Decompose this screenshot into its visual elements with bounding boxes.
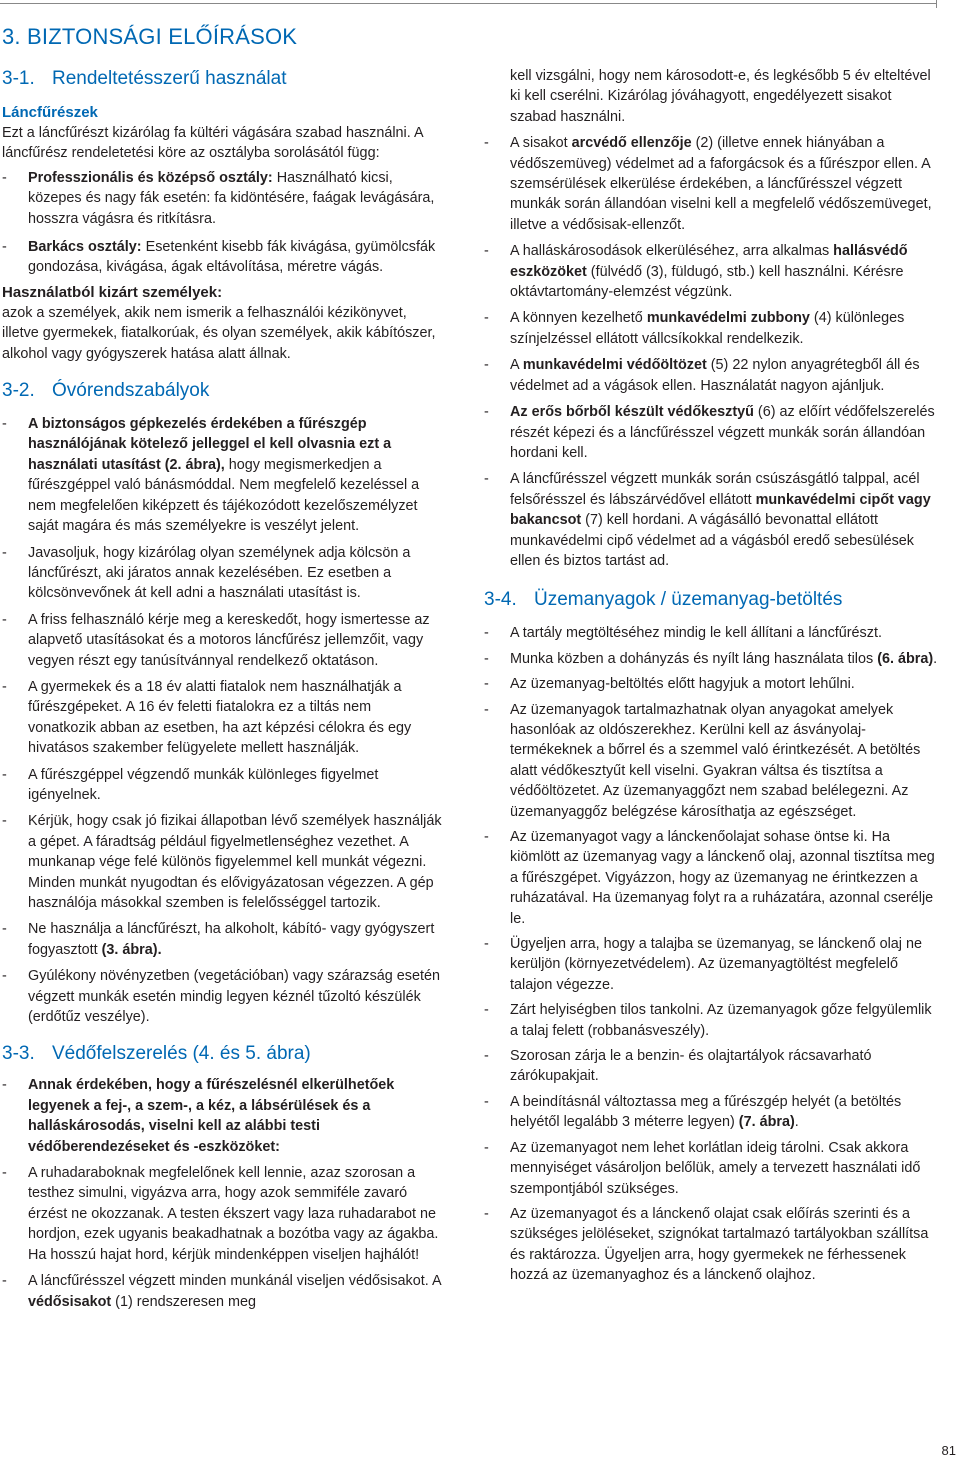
section-3-2-heading: 3-2. Óvórendszabályok [2,380,210,402]
rule-item: - A gyermekek és a 18 év alatti fiatalok nem használhatják a fűrészgépeket. A 16 év feletti fiatalokra ez a tiltás nem vonatkozik abban az esetben, ha azt képzési célokra és egy hivatásos szakember felügyelete mellett használják. [2,677,442,759]
rule-item: - Ne használja a láncfűrészt, ha alkoholt, kábító- vagy gyógyszert fogyasztott (3. ábra). [2,919,442,960]
ppe-item-jacket: - A könnyen kezelhető munkavédelmi zubbony (4) különleges színjelzéssel ellátott vállcsíkokkal rendelkezik. [484,308,938,349]
chainsaws-heading: Láncfűrészek [2,104,98,121]
class-item-professional: - Professzionális és középső osztály: Használható kicsi, közepes és nagy fák esetén: fa kidöntésére, faágak levágására, hosszra vágásra és ritkításra. [2,168,442,229]
fuel-item: - Az üzemanyag-beltöltés előtt hagyjuk a motort lehűlni. [484,674,938,694]
section-3-1-heading: 3-1. Rendeltetésszerű használat [2,68,287,89]
fuel-item: - Az üzemanyagot nem lehet korlátlan ideig tárolni. Csak akkora mennyiséget vásároljon belőlük, amely a tervezett használati idő szempontjából szükséges. [484,1138,938,1199]
rule-item: - A friss felhasználó kérje meg a kereskedőt, hogy ismertesse az alapvető utasításokat és a motoros láncfűrész jellemzőit, vagy vegyen részt egy tanúsítvánnyal rendelkező oktatáson. [2,610,442,671]
ppe-item-boots: - A láncfűrésszel végzett munkák során csúszásgátló talppal, acél felsőrésszel és lábszárvédővel ellátott munkavédelmi cipőt vagy bakancsot (7) kell hordani. A vágásálló bevonattal ellátott munkavédelmi cipő védelmet ad a vágásból eredő sebesülések ellen és biztos tartást ad. [484,469,938,571]
chainsaws-paragraph: Ezt a láncfűrészt kizárólag fa kültéri vágására szabad használni. A láncfűrész rendeletetési köre az osztályba sorolásától függ: [2,125,423,162]
page-title: 3. BIZTONSÁGI ELŐÍRÁSOK [2,24,298,49]
left-column [2,66,442,1312]
top-rule-end-mark [936,0,937,8]
fuel-item: - Az üzemanyagot és a lánckenő olajat csak előírás szerinti és a szükséges jelöléseket, szignókat tartalmazó tartályokban szállítsa és raktározza. Ügyeljen arra, hogy gyermekek ne férhessenek hozzá az üzemanyaghoz és a lánckenő olajhoz. [484,1204,938,1286]
class-list [2,168,442,278]
right-column [484,66,938,1286]
rule-item: - Kérjük, hogy csak jó fizikai állapotban lévő személyek használják a gépet. A fáradtság például figyelmetlenséghez vezethet. A munkanap vége felé különös figyelemmel kell munkát végezni. Minden munkát nyugodtan és elővigyázatosan végezzen. A gép használója másokkal szemben is felelősséggel tartozik. [2,811,442,913]
ppe-intro: - Annak érdekében, hogy a fűrészelésnél elkerülhetőek legyenek a fej-, a szem-, a kéz, a lábsérülések és a halláskárosodás, viselni kell az alábbi testi védőberendezéseket és -eszközöket: [2,1075,442,1157]
rules-list [2,414,442,1027]
fuel-item: - A beindításnál változtassa meg a fűrészgép helyét (a betöltés helyétől legalább 3 méterre legyen) (7. ábra). [484,1092,938,1133]
fuel-item: - Az üzemanyagok tartalmazhatnak olyan anyagokat amelyek hasonlóak az oldószerekhez. Kerülni kell az ásványolaj-termékeknek a bőrrel és a szemmel való érintkezését. A betöltés alatt védőkesztyűt kell viselni. Gyakran váltsa és tisztítsa a védőöltözetet. Az üzemanyaggőzt nem szabad belélegezni. Az üzemanyaggőz belégzése károsíthatja az egészséget. [484,700,938,822]
ppe-item-clothing: - A ruhadaraboknak megfelelőnek kell lennie, azaz szorosan a testhez simulni, vigyázva arra, hogy azok semmiféle zavaró érzést ne okozzanak. A testen ékszert vagy laza ruhadarabot ne hordjon, ezek ugyanis beakadhatnak a bozótba vagy az ágakba. Ha hosszú hajat hord, kérjük mindenképpen viseljen hajhálót! [2,1163,442,1265]
ppe-item-gloves: - Az erős bőrből készült védőkesztyű (6) az előírt védőfelszerelés részét képezi és a láncfűrésszel végzett munkák során állandóan hordani kell. [484,402,938,463]
fuel-item: - Az üzemanyagot vagy a lánckenőolajat sohase öntse ki. Ha kiömlött az üzemanyag vagy a lánckenő olaj, azonnal tisztítsa meg a fűrészgépet. Vigyázzon, hogy az üzemanyag ne érintkezzen a ruházatával. Ha üzemanyag folyt ra a ruházatára, azonnal cserélje le. [484,827,938,929]
rule-item: - A fűrészgéppel végzendő munkák különleges figyelmet igényelnek. [2,765,442,806]
section-3-4-heading: 3-4. Üzemanyagok / üzemanyag-betöltés [484,589,843,611]
fuel-item: - Munka közben a dohányzás és nyílt láng használata tilos (6. ábra). [484,649,938,669]
fuel-item: - A tartály megtöltéséhez mindig le kell állítani a láncfűrészt. [484,623,938,643]
fuel-item: - Szorosan zárja le a benzin- és olajtartályok rácsavarható zárókupakjait. [484,1046,938,1087]
page-number: 81 [941,1443,956,1458]
ppe-item-helmet: - A láncfűrésszel végzett minden munkánál viseljen védősisakot. A védősisakot (1) rendszeresen meg [2,1271,442,1312]
rule-item: - Javasoljuk, hogy kizárólag olyan személynek adja kölcsön a láncfűrészt, aki járatos annak kezelésében. Ez esetben a kölcsönvevőnek át kell adni a használati utasítást is. [2,543,442,604]
excluded-persons-paragraph: azok a személyek, akik nem ismerik a felhasználói kézikönyvet, illetve gyermekek, fiatalkorúak, és olyan személyek, akik kábítószer, alkohol vagy gyógyszerek hatása alatt állnak. [2,304,436,362]
top-rule [0,3,936,4]
ppe-item-visor: - A sisakot arcvédő ellenzője (2) (illetve ennek hiányában a védőszemüveg) védelmet ad a faforgácsok és a fűrészpor ellen. A szemsérülések elkerülése érdekében, a láncfűrésszel végzett munkák során állandóan viselni kell a megfelelő védőszemüveget, illetve a védősisak-ellenzőt. [484,133,938,235]
ppe-list-left [2,1075,442,1311]
ppe-list-right [484,133,938,571]
fuel-item: - Ügyeljen arra, hogy a talajba se üzemanyag, se lánckenő olaj ne kerüljön (környezetvédelem). Az üzemanyagtöltést megfelelő talajon végezze. [484,934,938,995]
excluded-persons-heading: Használatból kizárt személyek: [2,283,223,301]
ppe-item-suit: - A munkavédelmi védőöltözet (5) 22 nylon anyagrétegből áll és védelmet ad a vágások ellen. Használatát nagyon ajánljuk. [484,355,938,396]
class-item-diy: - Barkács osztály: Esetenként kisebb fák kivágása, gyümölcsfák gondozása, kivágása, ágak eltávolítása, méretre vágás. [2,237,442,278]
section-3-3-heading: 3-3. Védőfelszerelés (4. és 5. ábra) [2,1043,311,1065]
rule-item: - A biztonságos gépkezelés érdekében a fűrészgép használójának kötelező jelleggel el kell olvasnia ezt a használati utasítást (2. ábra), hogy megismerkedjen a fűrészgéppel való bánásmóddal. Nem megfelelő kezeléssel a nem megfelelően kiképzett és tájékozódott kezelőszemélyzet saját magára és más személyekre is veszélyt jelent. [2,414,442,536]
ppe-item-hearing: - A halláskárosodások elkerüléséhez, arra alkalmas hallásvédő eszközöket (fülvédő (3), füldugó, stb.) kell használni. Kérésre oktávtartomány-elemzést végzünk. [484,241,938,302]
rule-item: - Gyúlékony növényzetben (vegetációban) vagy szárazság esetén végzett munkák esetén mindig legyen kéznél tűzoltó készülék (erdőtűz veszélye). [2,966,442,1027]
helmet-continuation: kell vizsgálni, hogy nem károsodott-e, és legkésőbb 5 év elteltével ki kell cserélni. Kizárólag jóváhagyott, engedélyezett sisakot szabad használni. [510,68,931,125]
fuel-item: - Zárt helyiségben tilos tankolni. Az üzemanyagok gőze felgyülemlik a talaj felett (robbanásveszély). [484,1000,938,1041]
fuel-list [484,623,938,1285]
